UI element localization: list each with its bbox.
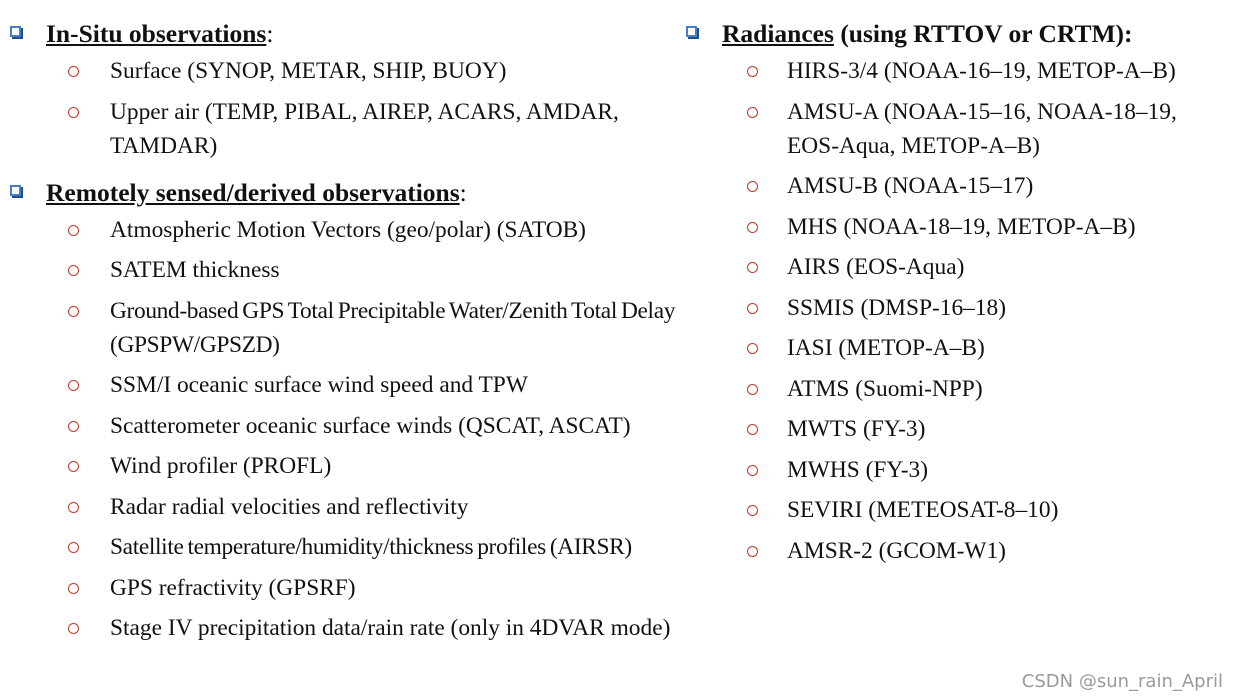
circle-bullet-icon <box>747 66 758 77</box>
circle-bullet-icon <box>68 225 79 236</box>
left-column <box>8 18 723 659</box>
circle-bullet-icon <box>68 421 79 432</box>
list-item-text: HIRS-3/4 (NOAA-16–19, METOP-A–B) <box>787 58 1176 84</box>
list-item-text: Ground-based GPS Total Precipitable Water/Zenith Total Delay (GPSPW/GPSZD) <box>110 297 676 358</box>
list-item <box>8 490 723 524</box>
circle-bullet-icon <box>68 306 79 317</box>
circle-bullet-icon <box>68 380 79 391</box>
list-item-text: Stage IV precipitation data/rain rate (only in 4DVAR mode) <box>110 615 671 641</box>
list-item-text: AMSR-2 (GCOM-W1) <box>787 537 1006 564</box>
list-item-text: MWTS (FY-3) <box>787 416 926 442</box>
list-item <box>684 412 1229 446</box>
list-item <box>684 95 1229 163</box>
remote-title: Remotely sensed/derived observations <box>46 177 460 207</box>
list-item <box>8 530 723 564</box>
in-situ-suffix: : <box>266 19 274 48</box>
list-item-text: IASI (METOP-A–B) <box>787 335 985 361</box>
circle-bullet-icon <box>68 66 79 77</box>
circle-bullet-icon <box>747 465 758 476</box>
circle-bullet-icon <box>747 343 758 354</box>
remote-list <box>8 213 723 646</box>
in-situ-list <box>8 54 723 163</box>
remote-heading <box>8 177 723 209</box>
radiances-list <box>684 54 1229 568</box>
list-item <box>8 571 723 605</box>
circle-bullet-icon <box>747 107 758 118</box>
list-item <box>8 253 723 287</box>
radiances-title: Radiances <box>722 19 834 48</box>
list-item <box>684 210 1229 244</box>
in-situ-heading <box>8 18 723 50</box>
circle-bullet-icon <box>747 262 758 273</box>
list-item <box>684 534 1229 568</box>
circle-bullet-icon <box>747 546 758 557</box>
list-item-text: Upper air (TEMP, PIBAL, AIREP, ACARS, AMDAR, TAMDAR) <box>110 98 619 159</box>
square-bullet-icon <box>686 26 697 37</box>
list-item-text: SSM/I oceanic surface wind speed and TPW <box>110 372 528 398</box>
list-item-text: Radar radial velocities and reflectivity <box>110 493 469 520</box>
list-item-text: Atmospheric Motion Vectors (geo/polar) (SATOB) <box>110 216 586 243</box>
circle-bullet-icon <box>68 583 79 594</box>
list-item <box>8 95 723 163</box>
radiances-section <box>684 18 1229 568</box>
circle-bullet-icon <box>747 181 758 192</box>
list-item <box>684 331 1229 365</box>
radiances-heading <box>684 18 1229 50</box>
circle-bullet-icon <box>68 502 79 513</box>
list-item-text: AIRS (EOS-Aqua) <box>787 254 965 280</box>
list-item-text: Wind profiler (PROFL) <box>110 453 332 479</box>
circle-bullet-icon <box>747 222 758 233</box>
circle-bullet-icon <box>747 505 758 516</box>
in-situ-title: In-Situ observations <box>46 19 267 48</box>
list-item <box>8 54 723 88</box>
list-item <box>8 409 723 443</box>
list-item-text: MWHS (FY-3) <box>787 456 928 483</box>
circle-bullet-icon <box>68 542 79 553</box>
watermark: CSDN @sun_rain_April <box>1021 671 1223 692</box>
list-item <box>8 611 723 645</box>
in-situ-section <box>8 18 723 163</box>
list-item-text: Scatterometer oceanic surface winds (QSCAT, ASCAT) <box>110 412 631 439</box>
circle-bullet-icon <box>68 107 79 118</box>
list-item <box>684 169 1229 203</box>
list-item-text: GPS refractivity (GPSRF) <box>110 574 356 601</box>
list-item-text: AMSU-B (NOAA-15–17) <box>787 173 1034 199</box>
list-item-text: ATMS (Suomi-NPP) <box>787 375 983 402</box>
remote-suffix: : <box>459 177 467 207</box>
list-item <box>684 291 1229 325</box>
list-item-text: SSMIS (DMSP-16–18) <box>787 294 1007 321</box>
list-item <box>8 213 723 247</box>
circle-bullet-icon <box>747 424 758 435</box>
circle-bullet-icon <box>747 384 758 395</box>
right-column <box>684 18 1229 582</box>
list-item <box>684 493 1229 527</box>
square-bullet-icon <box>10 26 21 37</box>
list-item <box>684 453 1229 487</box>
list-item-text: Satellite temperature/humidity/thickness profiles (AIRSR) <box>110 534 632 560</box>
list-item <box>684 54 1229 88</box>
list-item-text: SATEM thickness <box>110 257 280 283</box>
list-item-text: SEVIRI (METEOSAT-8–10) <box>787 497 1059 523</box>
circle-bullet-icon <box>747 303 758 314</box>
square-bullet-icon <box>10 185 21 196</box>
list-item-text: AMSU-A (NOAA-15–16, NOAA-18–19, EOS-Aqua, METOP-A–B) <box>787 98 1177 159</box>
circle-bullet-icon <box>68 623 79 634</box>
circle-bullet-icon <box>68 461 79 472</box>
list-item <box>8 294 723 362</box>
remote-section <box>8 177 723 646</box>
list-item-text: MHS (NOAA-18–19, METOP-A–B) <box>787 213 1136 240</box>
list-item <box>684 372 1229 406</box>
radiances-suffix: (using RTTOV or CRTM): <box>833 19 1133 48</box>
circle-bullet-icon <box>68 265 79 276</box>
list-item-text: Surface (SYNOP, METAR, SHIP, BUOY) <box>110 58 507 84</box>
list-item <box>684 250 1229 284</box>
list-item <box>8 449 723 483</box>
list-item <box>8 368 723 402</box>
